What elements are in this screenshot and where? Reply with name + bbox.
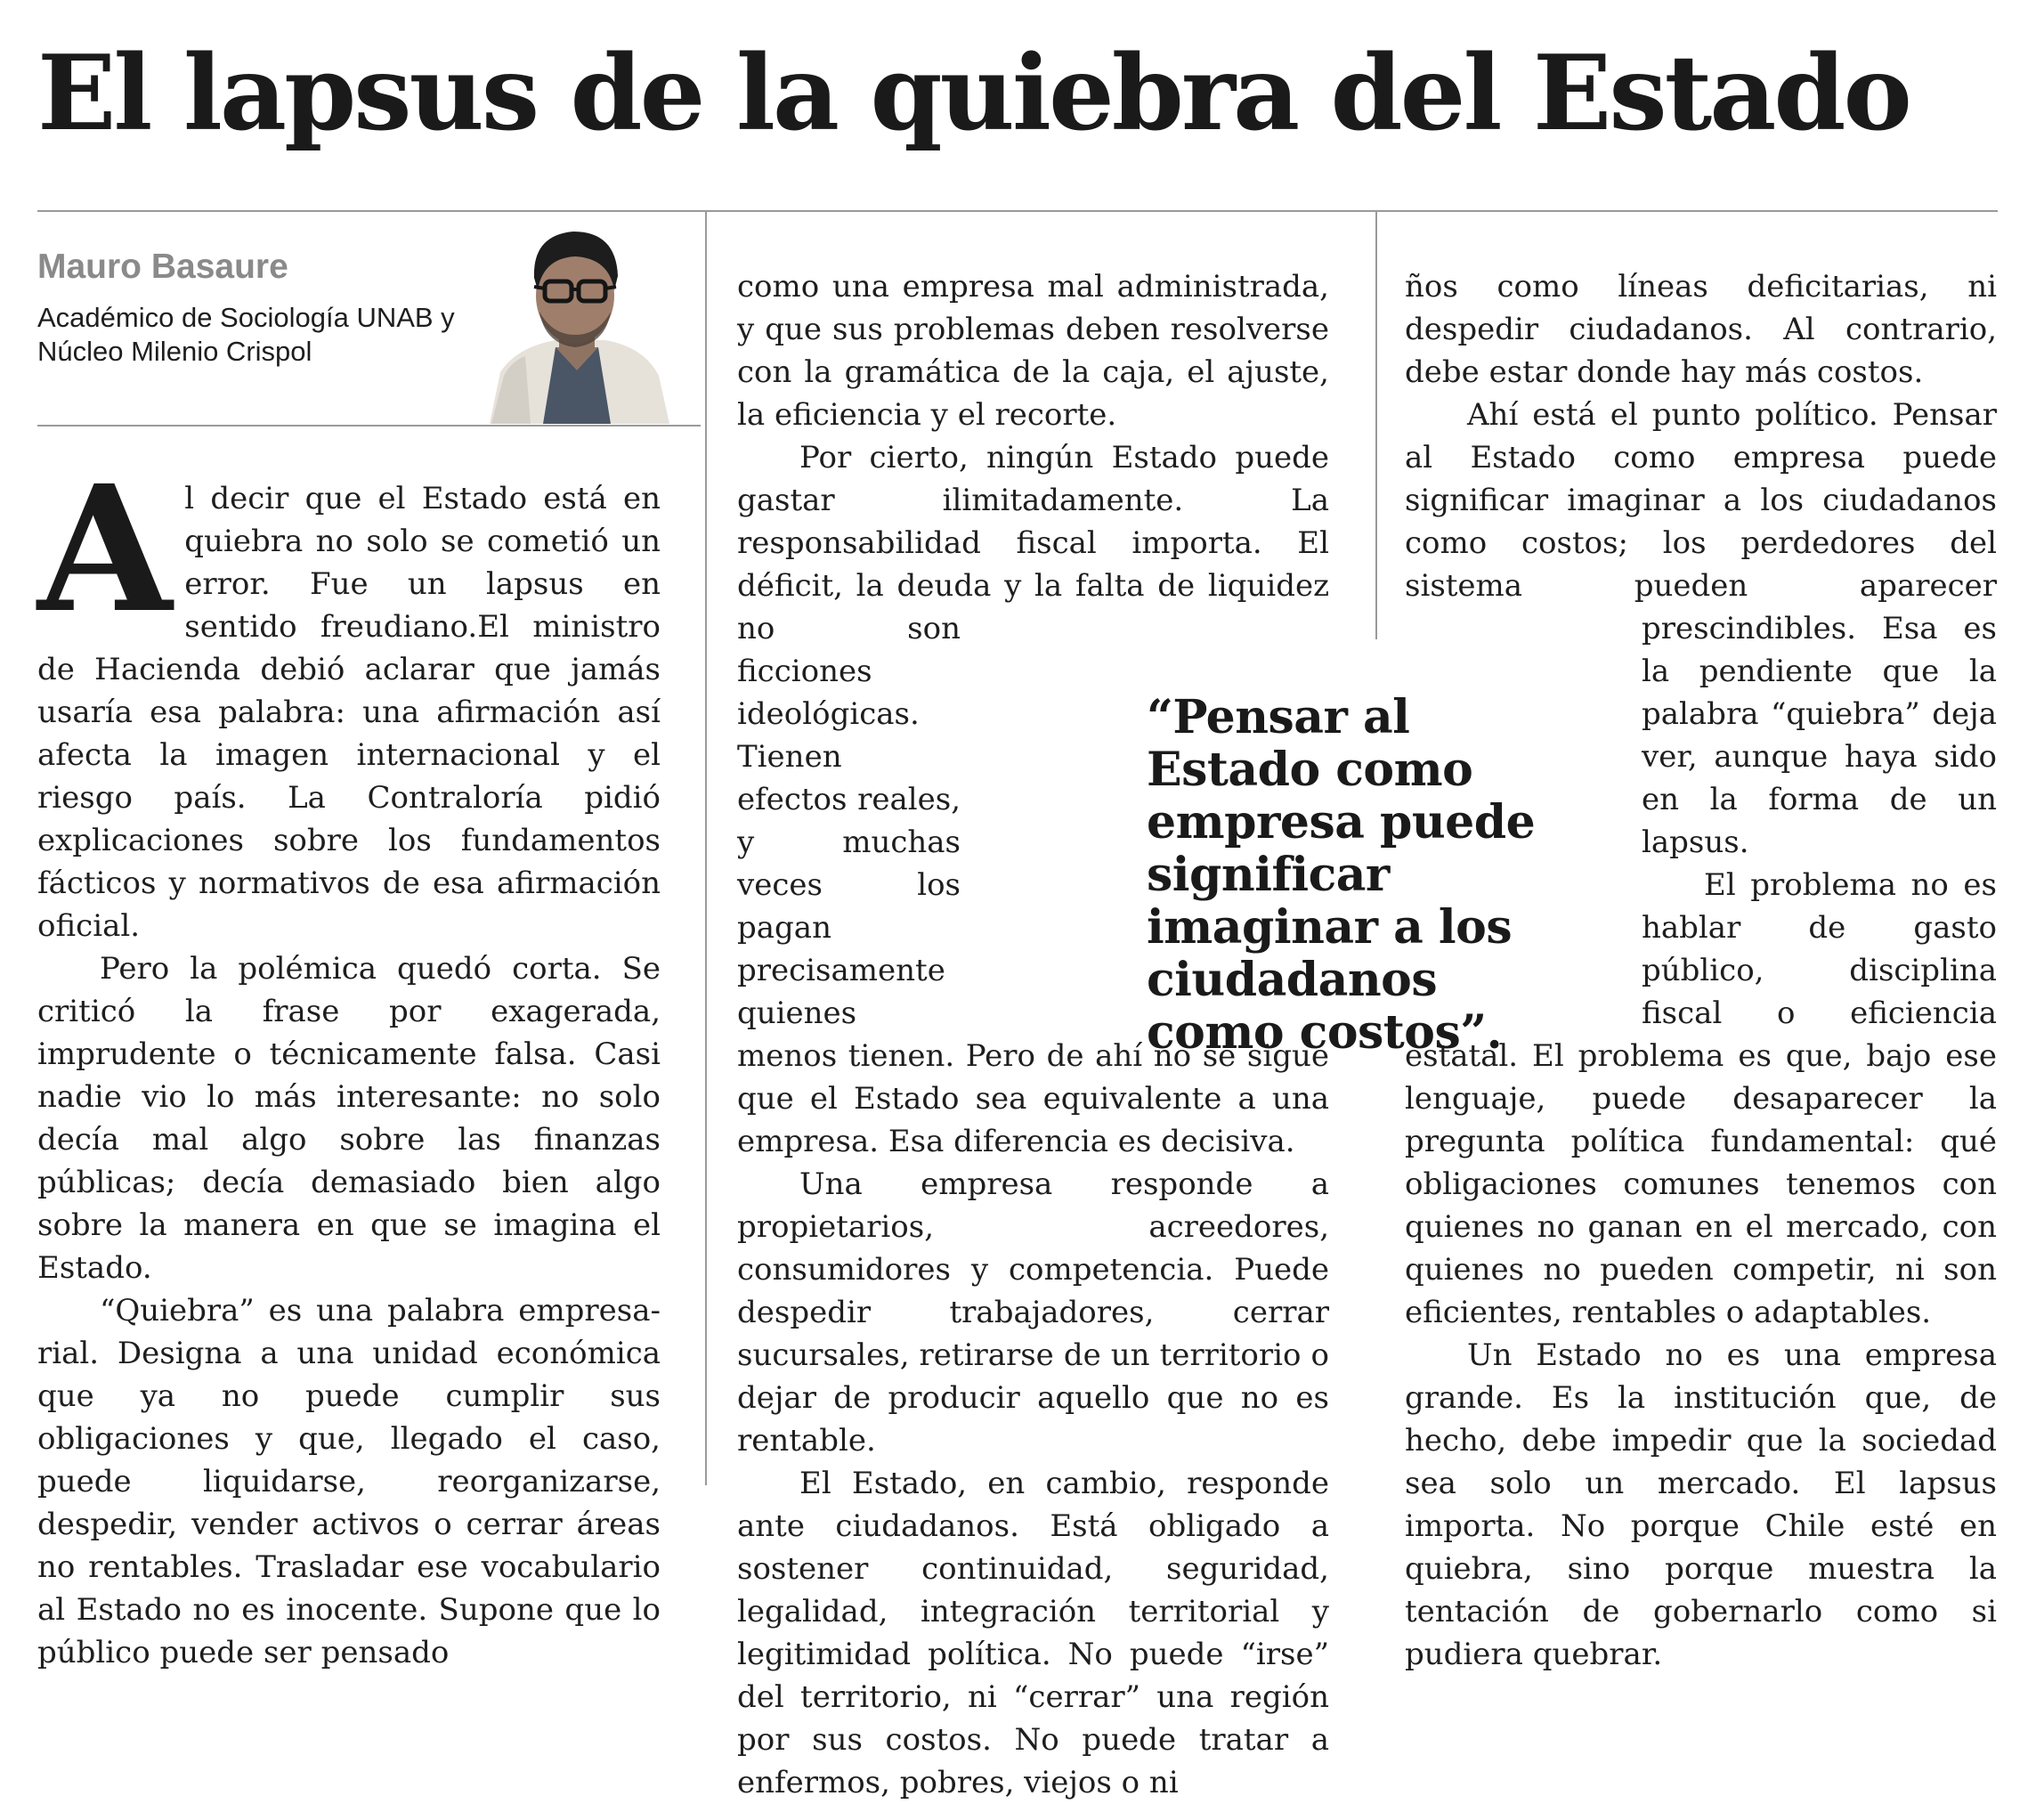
pull-quote: “Pensar al Estado como empresa puede significar imaginar a los ciudadanos como costos”. [1147,690,1536,1060]
paragraph-text: como una empresa mal administrada, y que sus problemas deben resolverse con la gramática de la caja, el ajuste, la eficiencia y el recorte. [737,269,1329,433]
headline: El lapsus de la quiebra del Estado [37,33,1910,154]
drop-cap: A [37,447,173,651]
paragraph-text: l decir que el Estado está en quiebra no solo se cometió un error. Fue un lapsus en sentido freudiano.El ministro de Hacienda debió aclarar que jamás usaría esa palabra: una afirmación así afecta la imagen internacional y el riesgo país. La Contraloría pidió explicaciones sobre los fundamentos fácticos y normativos de esa afirmación oficial. [37,481,661,944]
paragraph: Por cierto, ningún Estado puede gastar ilimitadamente. La responsabilidad fiscal importa. El déficit, la deuda y la falta de liquidez no son ficciones ideológicas. Tienen efectos reales, y muchas veces los pagan precisamente quienes menos tienen. Pero de ahí no se sigue que el Estado sea equivalente a una empresa. Esa diferencia es decisiva. [737,440,1329,1159]
paragraph-text: ños como líneas deficitarias, ni despedir ciudadanos. Al contrario, debe estar donde hay más costos. [1405,269,1997,390]
author-byline [37,240,500,369]
author-role: Académico de Sociología UNAB y Núcleo Milenio Crispol [37,302,455,367]
column-divider-1 [705,212,707,1485]
paragraph [1405,265,1997,394]
paragraph: El Estado, en cambio, responde ante ciudadanos. Está obligado a sostener continuidad, seguridad, legalidad, integración territorial y legitimidad política. No puede “irse” del territorio, ni “cerrar” una región por sus costos. No puede tratar a enfermos, pobres, viejos o ni [737,1466,1329,1800]
paragraph: El problema no es hablar de gasto público, disciplina fiscal o eficiencia estatal. El problema es que, bajo ese lenguaje, puede desaparecer la pregunta política fundamental: qué obligaciones comunes tenemos con quienes no ganan en el mercado, con quienes no pueden competir, ni son eficientes, rentables o adaptables. [1405,867,1997,1330]
byline-rule [37,425,701,427]
author-name: Mauro Basaure [37,248,288,286]
paragraph: Un Estado no es una empresa grande. Es la institución que, de hecho, debe impedir que la sociedad sea solo un mercado. El lapsus importa. No porque Chile esté en quiebra, sino porque muestra la tentación de gobernarlo como si pudiera quebrar. [1405,1337,1997,1672]
paragraph: Ahí está el punto político. Pensar al Estado como empresa puede significar imaginar a los ciudadanos como costos; los perdedores del sistema pueden aparecer prescindibles. Esa es la pendiente que la palabra “quiebra” deja ver, aunque haya sido en la forma de un lapsus. [1405,397,1997,860]
paragraph: Pero la polémica quedó corta. Se criticó la frase por exagerada, imprudente o técnicamente falsa. Casi nadie vio lo más interesante: no solo decía mal algo sobre las finanzas públicas; decía demasiado bien algo sobre la manera en que se imagina el Estado. [37,951,661,1286]
paragraph: “Quiebra” es una palabra empresarial. Designa a una unidad económica que ya no puede cumplir sus obligaciones y que, llegado el caso, puede liquidarse, reorganizarse, despedir, vender activos o cerrar áreas no rentables. Trasladar ese vocabulario al Estado no es inocente. Supone que lo público puede ser pensado [37,1293,661,1670]
top-rule [37,210,1998,212]
paragraph: Una empresa responde a propietarios, acreedores, consumidores y competencia. Puede despedir trabajadores, cerrar sucursales, retirarse de un territorio o dejar de producir aquello que no es rentable. [737,1166,1329,1459]
column-divider-2 [1375,212,1377,639]
author-photo [481,214,672,424]
article-column-1 [37,447,661,1674]
paragraph [37,447,661,947]
paragraph [737,265,1329,436]
